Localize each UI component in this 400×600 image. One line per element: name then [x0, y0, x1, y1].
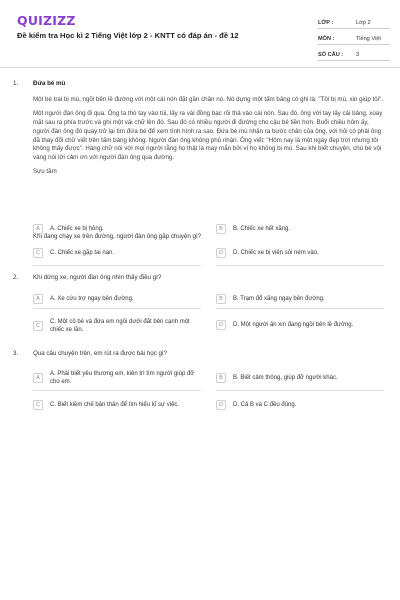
question-3-number: 3. — [13, 350, 19, 357]
option-letter: D — [216, 248, 226, 258]
option-letter: B — [216, 294, 226, 304]
option-underline — [33, 390, 201, 391]
meta-row-count — [318, 46, 390, 61]
question-1-number: 1. — [13, 80, 19, 87]
option-letter: C — [33, 321, 43, 331]
passage-title: Đứa bé mù — [33, 80, 66, 87]
option-letter: B — [216, 224, 226, 234]
option-underline — [216, 390, 384, 391]
worksheet-title: Đề kiểm tra Học kì 2 Tiếng Việt lớp 2 - KNTT có đáp án - đề 12 — [17, 31, 239, 40]
option-text: B. Biết cảm thông, giúp đỡ người khác. — [233, 375, 338, 381]
option-text: C. Một cô bé và đứa em ngồi dưới đất bên cạnh một chiếc xe lăn. — [50, 319, 190, 333]
option-text: B. Chiếc xe hết xăng. — [233, 226, 291, 232]
option-letter: A — [33, 373, 43, 383]
meta-label-class: LỚP : — [318, 20, 334, 26]
question-2-number: 2. — [13, 274, 19, 281]
option-letter: A — [33, 294, 43, 304]
question-1-option-b[interactable] — [216, 224, 384, 234]
question-2-option-b[interactable] — [216, 294, 384, 304]
question-3-text: Qua câu chuyện trên, em rút ra được bài học gì? — [33, 350, 168, 357]
reading-passage — [33, 80, 385, 177]
option-text: B. Trạm đổ xăng ngay bên đường. — [233, 296, 325, 302]
worksheet-meta — [318, 14, 390, 62]
option-text: A. Phải biết yêu thương em, kiên trì tìm người giúp đỡ cho em. — [50, 371, 195, 385]
option-underline — [216, 308, 384, 309]
option-letter: C — [33, 400, 43, 410]
option-text: A. Xe cứu trợ ngay bên đường. — [50, 296, 134, 302]
option-text: A. Chiếc xe bị hỏng. — [50, 226, 104, 232]
question-1-option-d[interactable] — [216, 248, 384, 258]
option-letter: B — [216, 373, 226, 383]
question-1-text: Khi đang chạy xe trên đường, người đàn ông gặp chuyện gì? — [33, 233, 202, 240]
meta-label-count: SỐ CÂU : — [318, 52, 344, 58]
passage-paragraph: Một người đàn ông đi qua. Ông ta thò tay vào túi, lấy ra vài đồng bạc rồi thả vào cái nón. Sau đó, ông với tay lấy cái bảng, xoay mặt sau ra phía trước và ghi một vài chữ lên đó. Sau đó có nhiều người đi đường cho cậu bé tiền hơn. Buổi chiều hôm ấy, người đàn ông đó quay trở lại tìm đứa bé để xem tình hình ra sao. Đứa bé mù nhận ra bước chân của ông, với hỏi có phải ông đã thay đổi chữ viết trên tấm bảng không. Người đàn ông không phủ nhận. Ông viết: "Hôm nay là một ngày đẹp trời nhưng tôi không thấy được". Hàng chữ nói với mọi người rằng họ thật là may mắn bởi vì họ không bị mù. Sau khi biết chuyện, chú bé vội vàng nói lời cảm ơn với người đàn ông qua đường. — [33, 109, 383, 162]
question-2-option-c[interactable] — [33, 318, 201, 334]
question-2-option-a[interactable] — [33, 294, 201, 304]
option-underline — [33, 308, 201, 309]
meta-label-subject: MÔN : — [318, 36, 335, 42]
question-2-option-d[interactable] — [216, 320, 384, 330]
option-letter: A — [33, 224, 43, 234]
option-text: D. Chiếc xe bị viên sỏi ném vào. — [233, 250, 319, 256]
option-letter: D — [216, 400, 226, 410]
question-2-text: Khi dừng xe, người đàn ông nhìn thấy điều gì? — [33, 274, 162, 281]
meta-row-subject — [318, 30, 390, 45]
option-letter: C — [33, 248, 43, 258]
question-3-option-a[interactable] — [33, 370, 201, 386]
passage-paragraph: Một bé trai bị mù, ngồi bên lề đường với một cái nón đặt gần chân nó. Nó dựng một tấm bảng có ghi là: "Tôi bị mù, xin giúp tôi". — [33, 95, 383, 103]
option-text: C. Biết kiềm chế bản thân để tìm hiểu kĩ sự việc. — [50, 402, 180, 408]
question-3-option-b[interactable] — [216, 373, 384, 383]
meta-value-count: 3 — [356, 52, 360, 58]
option-underline — [216, 265, 384, 266]
meta-row-class — [318, 14, 390, 29]
option-text: C. Chiếc xe gặp tai nạn. — [50, 250, 115, 256]
question-3-option-c[interactable] — [33, 400, 201, 410]
header-divider — [0, 67, 400, 68]
option-text: D. Một người ăn xin đang ngồi bên lề đường. — [233, 322, 354, 328]
meta-value-subject: Tiếng Việt — [356, 36, 381, 42]
question-1-option-a[interactable] — [33, 224, 201, 234]
quizizz-logo: QUIZIZZ — [17, 13, 76, 28]
meta-value-class: Lớp 2 — [356, 20, 371, 26]
option-underline — [33, 265, 201, 266]
question-3-option-d[interactable] — [216, 400, 384, 410]
option-letter: D — [216, 320, 226, 330]
question-1-option-c[interactable] — [33, 248, 201, 258]
option-text: D. Cả B và C đều đúng. — [233, 402, 297, 408]
passage-source: Sưu tầm — [33, 168, 57, 176]
